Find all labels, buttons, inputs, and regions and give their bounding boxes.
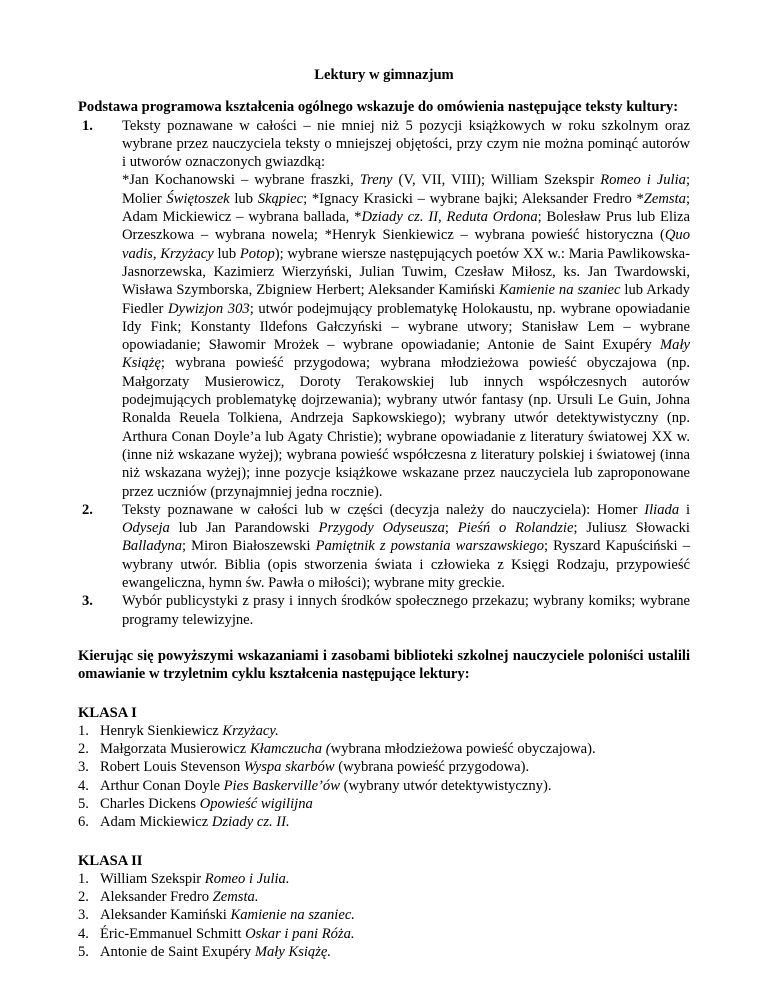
author: Antonie de Saint Exupéry (100, 944, 255, 961)
document-title: Lektury w gimnazjum (314, 67, 454, 83)
work-title: Treny (359, 172, 393, 189)
text-run: *Jan Kochanowski – wybrane fraszki, (122, 172, 360, 189)
book-title: Wyspa skarbów (243, 759, 335, 776)
author: William Szekspir (100, 870, 205, 887)
text-run: ; Molier (122, 172, 691, 207)
book-title: Opowieść wigilijna (199, 795, 313, 812)
klasa-1-heading: KLASA I (78, 704, 137, 721)
item-number: 2. (78, 741, 89, 758)
book-title: Pies Baskerville’ów (223, 777, 340, 794)
item-number: 4. (78, 925, 89, 942)
text-run: lub (213, 245, 240, 262)
klasa-2-heading: KLASA II (78, 852, 143, 869)
requirement-item-1 (78, 117, 690, 501)
work-title: Krzyżacy (160, 245, 214, 262)
book-title: Zemsta. (212, 889, 259, 906)
list-item (78, 906, 690, 924)
work-title: Romeo i Julia (600, 172, 686, 189)
work-title: Pieśń o Rolandzie (457, 520, 574, 537)
book-title: Dziady cz. II. (211, 814, 290, 831)
text-run: lub (229, 190, 258, 207)
text-run: ; (444, 520, 458, 537)
work-title: Iliada (644, 501, 680, 518)
list-item (78, 870, 690, 888)
klasa-1-list (78, 722, 690, 832)
book-note: (wybrany utwór detektywistyczny). (339, 777, 552, 794)
text-run: (V, VII, VIII); William Szekspir (392, 172, 601, 189)
author: Adam Mickiewicz (100, 814, 212, 831)
item-number: 5. (78, 795, 89, 812)
item-number: 3. (78, 907, 89, 924)
requirement-item-3 (78, 592, 690, 629)
book-title: Romeo i Julia. (204, 870, 290, 887)
work-title: Odyseja (122, 520, 170, 537)
work-title: Quo vadis (122, 227, 690, 262)
book-title: Kamienie na szaniec. (230, 907, 355, 924)
work-title: Przygody Odyseusza (318, 520, 445, 537)
item-number: 3. (78, 759, 89, 776)
book-title: Oskar i pani Róża. (245, 925, 355, 942)
requirement-number: 3. (82, 593, 93, 610)
work-title: Mały Książę (122, 337, 690, 372)
work-title: Kamienie na szaniec (499, 282, 621, 299)
text-run: ; Ryszard Kapuściński – wybrany utwór. Biblia (opis stworzenia świata i człowieka z Księgi Rodzaju, przypowieść ewangeliczna, hymn św. Pawła o miłości); wybrane mity greckie. (122, 538, 690, 592)
list-item (78, 943, 690, 961)
author: Aleksander Kamiński (100, 907, 231, 924)
author: Éric-Emmanuel Schmitt (100, 925, 246, 942)
list-item (78, 758, 690, 776)
work-title: Świętoszek (166, 190, 230, 207)
text-run: ; utwór podejmujący problematykę Holokaustu, np. wybrane opowiadanie Idy Fink; Konstanty Ildefons Gałczyński – wybrane utwory; Stanisław Lem – wybrane opowiadanie; Sławomir Mrożek – wybrane opowiadanie; Antonie de Saint Exupéry (122, 300, 690, 354)
list-item (78, 795, 690, 813)
author: Henryk Sienkiewicz (100, 722, 223, 739)
item-number: 6. (78, 814, 89, 831)
text-run: ; Adam Mickiewicz – wybrana ballada, * (122, 190, 690, 226)
requirement-number: 1. (82, 117, 93, 134)
work-title: Dziady cz. II, Reduta Ordona (361, 209, 538, 226)
requirement-item-2 (78, 501, 690, 592)
item-number: 1. (78, 722, 89, 739)
document-page (78, 66, 690, 961)
list-item (78, 925, 690, 943)
text-run: , (152, 245, 161, 262)
author: Aleksander Fredro (100, 889, 213, 906)
work-title: Dywizjon 303 (168, 300, 250, 317)
work-title: Skąpiec (257, 190, 304, 207)
author: Charles Dickens (100, 795, 200, 812)
work-title: Potop (239, 245, 275, 262)
list-item (78, 888, 690, 906)
book-title: Mały Książę. (254, 944, 332, 961)
text-run: ; Juliusz Słowacki (573, 520, 690, 537)
text-run: ; Bolesław Prus lub Eliza Orzeszkowa – wybrana nowela; *Henryk Sienkiewicz – wybrana powieść historyczna ( (122, 209, 691, 244)
book-note: (wybrana powieść przygodowa). (334, 759, 530, 776)
list-item (78, 740, 690, 758)
book-note: wybrana młodzieżowa powieść obyczajowa). (330, 741, 596, 758)
klasa-2-list (78, 870, 690, 961)
teachers-decision: Kierując się powyższymi wskazaniami i zasobami biblioteki szkolnej nauczyciele poloniści ustalili omawianie w trzyletnim cyklu kształcenia następujące lektury: (78, 647, 690, 683)
text-run: lub Jan Parandowski (169, 520, 319, 537)
requirements-list (78, 117, 690, 629)
list-item (78, 722, 690, 740)
list-item (78, 813, 690, 831)
author: Małgorzata Musierowicz (100, 741, 250, 758)
text-run: ; *Ignacy Krasicki – wybrane bajki; Aleksander Fredro * (303, 190, 644, 207)
list-item (78, 777, 690, 795)
text-run: ); wybrane wiersze następujących poetów XX w.: Maria Pawlikowska-Jasnorzewska, Kazimierz Wierzyński, Julian Tuwim, Czesław Miłosz, ks. Jan Twardowski, Wisława Szymborska, Zbigniew Herbert; Aleksander Kamiński (122, 245, 691, 299)
text-run: ; Miron Białoszewski (182, 538, 316, 555)
author: Robert Louis Stevenson (100, 759, 244, 776)
book-title: Krzyżacy. (222, 722, 279, 739)
work-title: Zemsta (643, 190, 686, 207)
text-run: Wybór publicystyki z prasy i innych środków społecznego przekazu; wybrany komiks; wybrane programy telewizyjne. (122, 593, 690, 628)
work-title: Balladyna (122, 538, 182, 555)
text-run: Teksty poznawane w całości lub w części (decyzja należy do nauczyciela): Homer (122, 501, 645, 518)
requirement-number: 2. (82, 501, 93, 518)
item-number: 1. (78, 870, 89, 887)
author: Arthur Conan Doyle (100, 777, 224, 794)
book-title: Kłamczucha ( (249, 741, 331, 758)
text-run: i (679, 501, 690, 518)
text-run: ; wybrana powieść przygodowa; wybrana młodzieżowa powieść obyczajowa (np. Małgorzaty Musierowicz, Doroty Terakowskiej lub innych współczesnych autorów podejmujących problematykę dojrzewania); wybrany utwór fantasy (np. Ursuli Le Guin, Johna Ronalda Reuela Tolkiena, Andrzeja Sapkowskiego); wybrany utwór detektywistyczny (np. Arthura Conan Doyle’a lub Agaty Christie); wybrane opowiadanie z literatury światowej XX w. (inne niż wskazane wyżej); wybrana powieść współczesna z literatury polskiej i światowej (inna niż wskazana wyżej); inne pozycje książkowe wskazane przez nauczyciela lub zaproponowane przez uczniów (przynajmniej jedna rocznie). (122, 355, 690, 500)
item-number: 4. (78, 777, 89, 794)
item-number: 5. (78, 944, 89, 961)
curriculum-intro: Podstawa programowa kształcenia ogólnego wskazuje do omówienia następujące teksty kultury: (78, 99, 679, 116)
text-run: lub Arkady Fiedler (122, 282, 690, 317)
work-title: Pamiętnik z powstania warszawskiego (315, 538, 545, 555)
requirement-lead: Teksty poznawane w całości – nie mniej niż 5 pozycji książkowych w roku szkolnym oraz wybrane przez nauczyciela teksty o mniejszej objętości, przy czym nie można pominąć autorów i utworów oznaczonych gwiazdką: (122, 117, 690, 171)
item-number: 2. (78, 889, 89, 906)
